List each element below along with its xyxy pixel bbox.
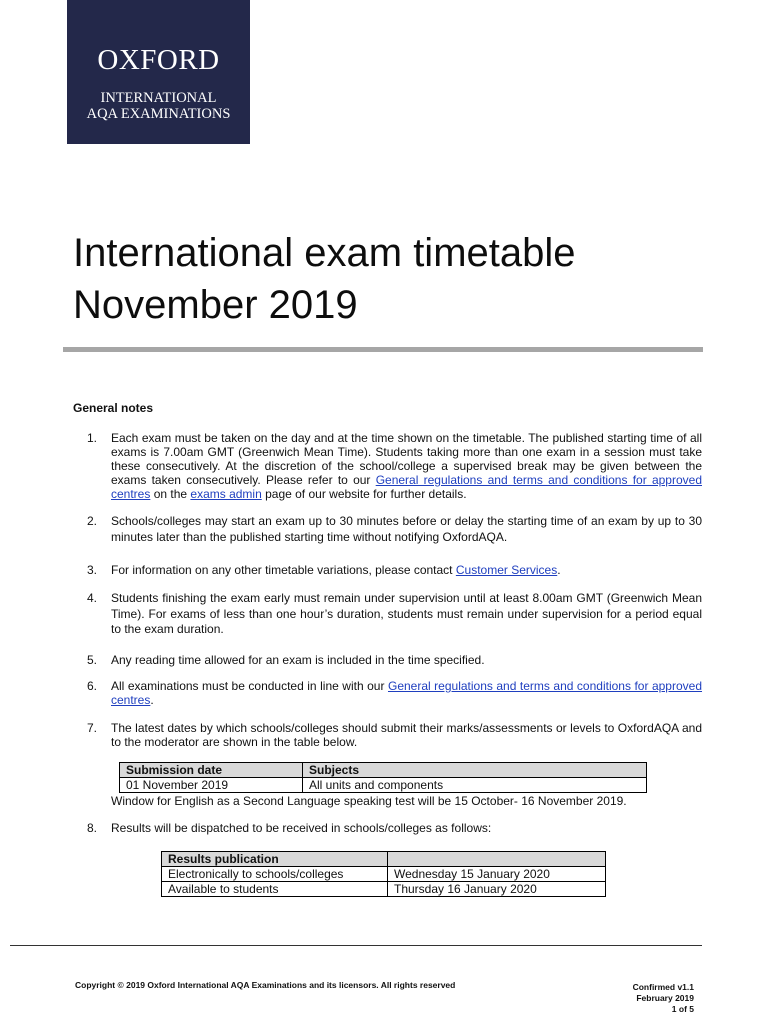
table-cell: Electronically to schools/colleges (162, 867, 388, 882)
general-regulations-link-2[interactable]: General regulations and terms and conditions for approved centres (111, 678, 703, 707)
note-item-4 (73, 591, 702, 638)
general-notes-heading: General notes (73, 401, 154, 415)
table-row (162, 882, 606, 897)
table-cell: 01 November 2019 (120, 778, 303, 793)
logo-brand: OXFORD (97, 44, 220, 76)
results-publication-table (161, 851, 606, 897)
version-label: Confirmed v1.1 (632, 982, 694, 992)
note-text: For information on any other timetable variations, please contact (111, 563, 456, 577)
note-text: Students finishing the exam early must remain under supervision until at least 8.00am GMT (Greenwich Mean Time). For exams of less than one hour’s duration, students must remain under supervision for a period equal to the exam duration. (111, 591, 702, 636)
note-item-5 (73, 653, 702, 667)
table-cell: Thursday 16 January 2020 (388, 882, 606, 897)
note-item-3 (73, 563, 702, 577)
note-item-6 (73, 679, 702, 707)
note-text: The latest dates by which schools/colleges should submit their marks/assessments or levels to OxfordAQA and to the moderator are shown in the table below. (111, 720, 702, 749)
table-header-row (162, 852, 606, 867)
note-text: Each exam must be taken on the day and at the time shown on the timetable. The published starting time of all exams is 7.00am GMT (Greenwich Mean Time). Students taking more than one exam in a session must take these consecutively. At the discretion of the school/college a supervised break may be given between the exams taken consecutively. Please refer to our (111, 431, 702, 487)
table-row (120, 778, 647, 793)
note-number: 5. (87, 652, 98, 667)
note-number: 3. (87, 563, 98, 577)
exams-admin-link[interactable]: exams admin (190, 487, 262, 501)
table-header-cell (388, 852, 606, 867)
logo-subtitle-line1: INTERNATIONAL (100, 90, 217, 106)
logo-subtitle (67, 90, 250, 122)
table-header-cell: Results publication (162, 852, 388, 867)
note-text: page of our website for further details. (261, 487, 467, 501)
note-text: Results will be dispatched to be received in schools/colleges as follows: (111, 821, 492, 835)
note-item-7 (73, 721, 702, 749)
table-cell: All units and components (303, 778, 647, 793)
note-number: 4. (87, 591, 98, 605)
note-item-1 (73, 431, 702, 501)
table-header-row (120, 763, 647, 778)
note-text: on the (150, 487, 191, 501)
esl-window-note: Window for English as a Second Language speaking test will be 15 October- 16 November 2019. (111, 794, 627, 808)
note-text: . (150, 692, 154, 707)
note-number: 7. (87, 720, 98, 735)
customer-services-link[interactable]: Customer Services (455, 563, 558, 577)
footer-divider (10, 945, 702, 946)
table-row (162, 867, 606, 882)
table-header-cell: Subjects (303, 763, 647, 778)
page-title-line2: November 2019 (73, 283, 358, 327)
note-number: 2. (87, 514, 98, 528)
table-cell: Available to students (162, 882, 388, 897)
note-item-2 (73, 514, 702, 545)
table-header-cell: Submission date (120, 763, 303, 778)
document-version-info (633, 982, 694, 1015)
page-title-line1: International exam timetable (73, 231, 576, 275)
note-number: 6. (87, 678, 98, 693)
table-cell: Wednesday 15 January 2020 (388, 867, 606, 882)
oxford-aqa-logo (67, 0, 250, 144)
logo-subtitle-line2: AQA EXAMINATIONS (86, 106, 231, 122)
copyright-notice: Copyright © 2019 Oxford International AQA Examinations and its licensors. All rights reserved (75, 980, 456, 990)
title-divider (63, 347, 703, 352)
note-text: All examinations must be conducted in line with our (111, 678, 388, 693)
note-text: Any reading time allowed for an exam is included in the time specified. (111, 652, 485, 667)
page-number: 1 of 5 (671, 1004, 694, 1014)
general-regulations-link[interactable]: General regulations and terms and conditions for approved centres (111, 473, 702, 501)
version-date: February 2019 (636, 993, 694, 1003)
note-text: Schools/colleges may start an exam up to 30 minutes before or delay the starting time of an exam by up to 30 minutes later than the published starting time without notifying OxfordAQA. (111, 514, 702, 544)
page-title (73, 227, 576, 331)
submission-dates-table (119, 762, 647, 793)
note-number: 8. (87, 821, 98, 835)
general-notes-list (73, 431, 702, 749)
note-number: 1. (87, 431, 98, 445)
note-text: . (557, 563, 561, 577)
